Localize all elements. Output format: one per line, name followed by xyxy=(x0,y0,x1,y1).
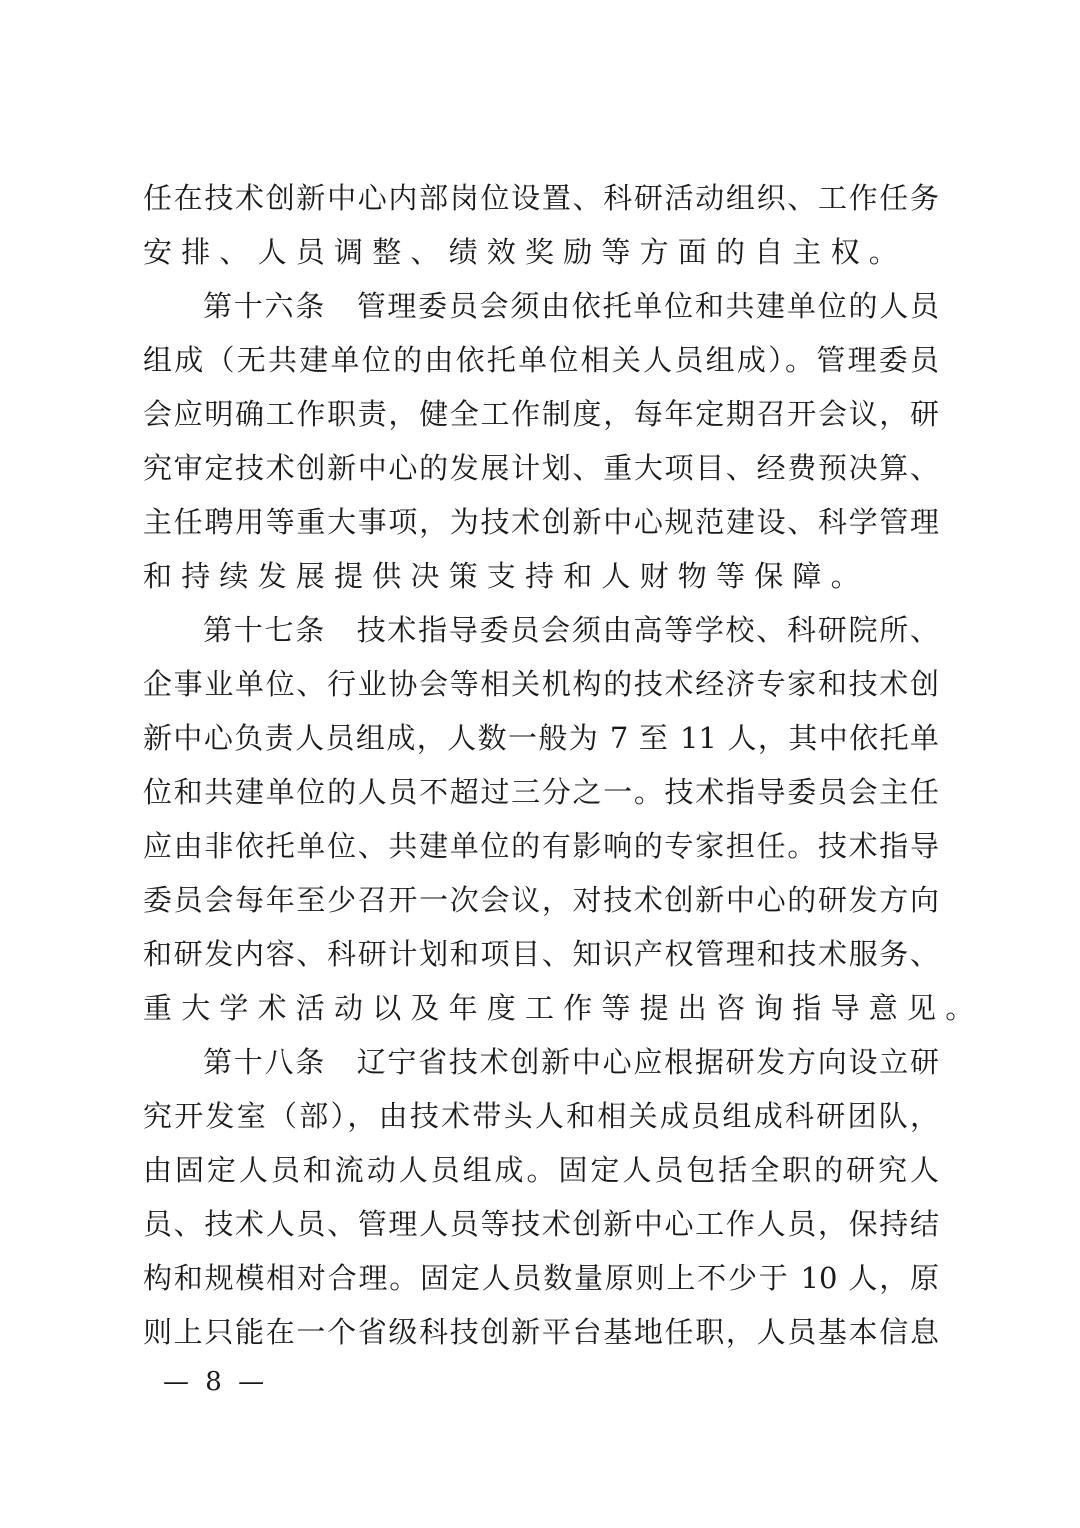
text-line: 委员会每年至少召开一次会议，对技术创新中心的研发方向 xyxy=(143,883,939,917)
text-line: 和研发内容、科研计划和项目、知识产权管理和技术服务、 xyxy=(143,937,939,971)
text-line: 企事业单位、行业协会等相关机构的技术经济专家和技术创 xyxy=(143,667,939,701)
text-line: 位和共建单位的人员不超过三分之一。技术指导委员会主任 xyxy=(143,775,939,809)
text-line: 和持续发展提供决策支持和人财物等保障。 xyxy=(143,559,869,593)
text-line: 究审定技术创新中心的发展计划、重大项目、经费预决算、 xyxy=(143,451,939,485)
text-line: 构和规模相对合理。固定人员数量原则上不少于 10 人，原 xyxy=(143,1261,939,1295)
text-line: 新中心负责人员组成，人数一般为 7 至 11 人，其中依托单 xyxy=(143,721,939,755)
text-line: 任在技术创新中心内部岗位设置、科研活动组织、工作任务 xyxy=(143,181,939,215)
text-line: 究开发室（部），由技术带头人和相关成员组成科研团队， xyxy=(143,1099,939,1133)
text-line: 由固定人员和流动人员组成。固定人员包括全职的研究人 xyxy=(143,1153,939,1187)
text-line: 则上只能在一个省级科技创新平台基地任职，人员基本信息 xyxy=(143,1315,939,1349)
text-line: 主任聘用等重大事项，为技术创新中心规范建设、科学管理 xyxy=(143,505,939,539)
page-number: — 8 — xyxy=(163,1367,269,1397)
text-line: 应由非依托单位、共建单位的有影响的专家担任。技术指导 xyxy=(143,829,939,863)
text-line: 重大学术活动以及年度工作等提出咨询指导意见。 xyxy=(143,991,984,1025)
article-17-heading-line: 第十七条 技术指导委员会须由高等学校、科研院所、 xyxy=(203,613,939,647)
text-line: 组成（无共建单位的由依托单位相关人员组成）。管理委员 xyxy=(143,343,939,377)
article-16-heading-line: 第十六条 管理委员会须由依托单位和共建单位的人员 xyxy=(203,289,939,323)
text-line: 安排、人员调整、绩效奖励等方面的自主权。 xyxy=(143,235,908,269)
text-line: 员、技术人员、管理人员等技术创新中心工作人员，保持结 xyxy=(143,1207,939,1241)
text-line: 会应明确工作职责，健全工作制度，每年定期召开会议，研 xyxy=(143,397,939,431)
article-18-heading-line: 第十八条 辽宁省技术创新中心应根据研发方向设立研 xyxy=(203,1045,939,1079)
